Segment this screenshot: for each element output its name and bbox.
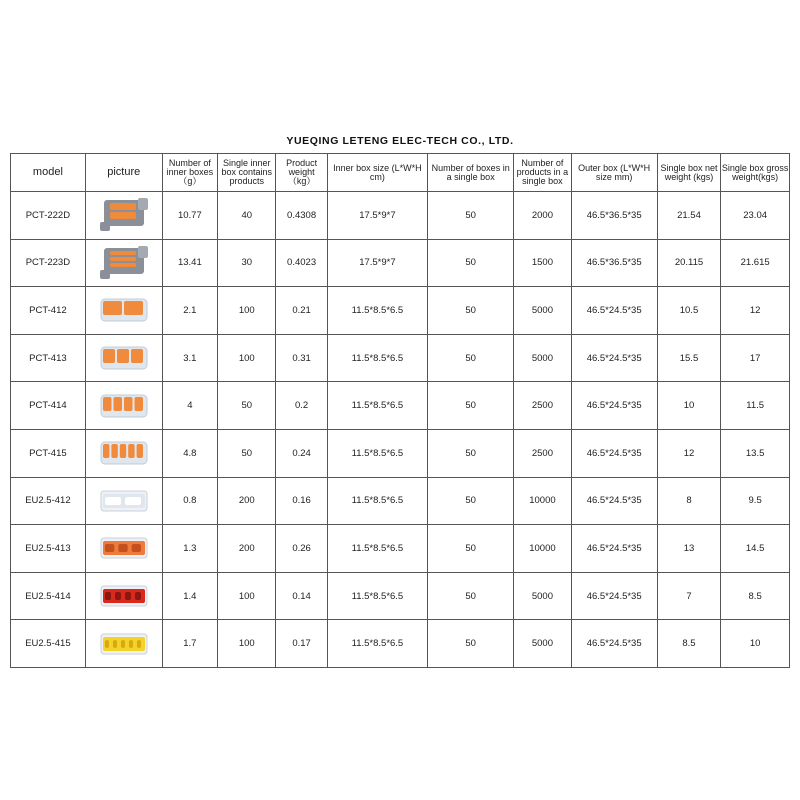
lever-connector-3-clear-icon — [96, 339, 152, 377]
lever-connector-3-gray-icon — [96, 244, 152, 282]
cell-weight: 0.2 — [276, 382, 327, 430]
cell-outer-size: 46.5*36.5*35 — [571, 192, 657, 240]
cell-net: 15.5 — [657, 334, 721, 382]
cell-boxes: 50 — [428, 525, 514, 573]
table-row — [11, 620, 790, 668]
cell-gross: 10 — [721, 620, 790, 668]
cell-inner-boxes: 4.8 — [162, 429, 217, 477]
product-picture-cell — [85, 525, 162, 573]
cell-per-inner: 40 — [218, 192, 276, 240]
cell-inner-size: 17.5*9*7 — [327, 192, 427, 240]
cell-inner-boxes: 1.4 — [162, 572, 217, 620]
cell-model: EU2.5-412 — [11, 477, 86, 525]
cell-model: EU2.5-415 — [11, 620, 86, 668]
cell-inner-size: 11.5*8.5*6.5 — [327, 429, 427, 477]
cell-inner-size: 11.5*8.5*6.5 — [327, 334, 427, 382]
cell-weight: 0.16 — [276, 477, 327, 525]
header-single-inner-box: Single inner box contains products — [218, 154, 276, 192]
cell-inner-boxes: 10.77 — [162, 192, 217, 240]
cell-weight: 0.4023 — [276, 239, 327, 287]
cell-boxes: 50 — [428, 477, 514, 525]
cell-weight: 0.17 — [276, 620, 327, 668]
table-row — [11, 429, 790, 477]
push-connector-3-orange-icon — [96, 529, 152, 567]
cell-outer-size: 46.5*24.5*35 — [571, 477, 657, 525]
cell-inner-boxes: 4 — [162, 382, 217, 430]
cell-gross: 23.04 — [721, 192, 790, 240]
cell-inner-size: 17.5*9*7 — [327, 239, 427, 287]
cell-boxes: 50 — [428, 382, 514, 430]
cell-outer-size: 46.5*24.5*35 — [571, 525, 657, 573]
cell-net: 7 — [657, 572, 721, 620]
cell-outer-size: 46.5*24.5*35 — [571, 287, 657, 335]
cell-inner-boxes: 3.1 — [162, 334, 217, 382]
cell-products: 1500 — [514, 239, 571, 287]
header-inner-boxes: Number of inner boxes（g） — [162, 154, 217, 192]
cell-per-inner: 100 — [218, 572, 276, 620]
push-connector-4-red-icon — [96, 577, 152, 615]
cell-outer-size: 46.5*24.5*35 — [571, 429, 657, 477]
product-picture-cell — [85, 429, 162, 477]
table-row — [11, 572, 790, 620]
cell-products: 5000 — [514, 334, 571, 382]
cell-inner-boxes: 2.1 — [162, 287, 217, 335]
header-boxes-per-box: Number of boxes in a single box — [428, 154, 514, 192]
header-net-weight: Single box net weight (kgs) — [657, 154, 721, 192]
cell-outer-size: 46.5*36.5*35 — [571, 239, 657, 287]
cell-model: PCT-412 — [11, 287, 86, 335]
table-row — [11, 192, 790, 240]
product-picture-cell — [85, 382, 162, 430]
cell-boxes: 50 — [428, 620, 514, 668]
push-connector-5-yellow-icon — [96, 625, 152, 663]
cell-outer-size: 46.5*24.5*35 — [571, 572, 657, 620]
table-row — [11, 525, 790, 573]
cell-per-inner: 100 — [218, 287, 276, 335]
cell-inner-size: 11.5*8.5*6.5 — [327, 287, 427, 335]
cell-gross: 17 — [721, 334, 790, 382]
cell-outer-size: 46.5*24.5*35 — [571, 620, 657, 668]
cell-gross: 13.5 — [721, 429, 790, 477]
company-title: YUEQING LETENG ELEC-TECH CO., LTD. — [286, 135, 514, 147]
product-picture-cell — [85, 287, 162, 335]
cell-boxes: 50 — [428, 334, 514, 382]
table-row — [11, 334, 790, 382]
product-picture-cell — [85, 334, 162, 382]
cell-inner-size: 11.5*8.5*6.5 — [327, 477, 427, 525]
cell-inner-boxes: 1.3 — [162, 525, 217, 573]
cell-net: 8 — [657, 477, 721, 525]
cell-net: 21.54 — [657, 192, 721, 240]
cell-weight: 0.26 — [276, 525, 327, 573]
cell-inner-boxes: 13.41 — [162, 239, 217, 287]
cell-model: PCT-415 — [11, 429, 86, 477]
cell-per-inner: 100 — [218, 620, 276, 668]
header-model: model — [11, 154, 86, 192]
product-picture-cell — [85, 192, 162, 240]
cell-per-inner: 50 — [218, 429, 276, 477]
cell-gross: 12 — [721, 287, 790, 335]
product-picture-cell — [85, 572, 162, 620]
cell-products: 2500 — [514, 382, 571, 430]
header-gross-weight: Single box gross weight(kgs) — [721, 154, 790, 192]
cell-products: 5000 — [514, 572, 571, 620]
cell-per-inner: 50 — [218, 382, 276, 430]
cell-inner-boxes: 1.7 — [162, 620, 217, 668]
cell-products: 2500 — [514, 429, 571, 477]
lever-connector-2-clear-icon — [96, 291, 152, 329]
product-picture-cell — [85, 620, 162, 668]
product-picture-cell — [85, 477, 162, 525]
header-picture: picture — [85, 154, 162, 192]
header-outer-box: Outer box (L*W*H size mm) — [571, 154, 657, 192]
cell-weight: 0.4308 — [276, 192, 327, 240]
cell-model: EU2.5-414 — [11, 572, 86, 620]
header-inner-box-size: Inner box size (L*W*H cm) — [327, 154, 427, 192]
lever-connector-4-clear-icon — [96, 387, 152, 425]
cell-inner-size: 11.5*8.5*6.5 — [327, 572, 427, 620]
cell-gross: 21.615 — [721, 239, 790, 287]
header-products-per-box: Number of products in a single box — [514, 154, 571, 192]
cell-net: 13 — [657, 525, 721, 573]
lever-connector-2-gray-icon — [96, 196, 152, 234]
cell-boxes: 50 — [428, 192, 514, 240]
cell-gross: 8.5 — [721, 572, 790, 620]
cell-model: PCT-222D — [11, 192, 86, 240]
cell-net: 10.5 — [657, 287, 721, 335]
cell-gross: 14.5 — [721, 525, 790, 573]
cell-products: 10000 — [514, 477, 571, 525]
cell-model: PCT-413 — [11, 334, 86, 382]
cell-products: 5000 — [514, 287, 571, 335]
cell-net: 12 — [657, 429, 721, 477]
product-picture-cell — [85, 239, 162, 287]
cell-weight: 0.21 — [276, 287, 327, 335]
cell-boxes: 50 — [428, 572, 514, 620]
header-row — [11, 154, 790, 192]
cell-per-inner: 100 — [218, 334, 276, 382]
table-row — [11, 477, 790, 525]
cell-weight: 0.24 — [276, 429, 327, 477]
cell-model: PCT-414 — [11, 382, 86, 430]
cell-boxes: 50 — [428, 429, 514, 477]
cell-products: 2000 — [514, 192, 571, 240]
cell-products: 5000 — [514, 620, 571, 668]
lever-connector-5-clear-icon — [96, 434, 152, 472]
cell-per-inner: 200 — [218, 477, 276, 525]
cell-inner-size: 11.5*8.5*6.5 — [327, 525, 427, 573]
packing-spec-table — [10, 153, 790, 668]
cell-outer-size: 46.5*24.5*35 — [571, 382, 657, 430]
cell-weight: 0.14 — [276, 572, 327, 620]
cell-model: EU2.5-413 — [11, 525, 86, 573]
cell-model: PCT-223D — [11, 239, 86, 287]
table-row — [11, 239, 790, 287]
cell-gross: 9.5 — [721, 477, 790, 525]
table-row — [11, 287, 790, 335]
cell-weight: 0.31 — [276, 334, 327, 382]
cell-gross: 11.5 — [721, 382, 790, 430]
cell-products: 10000 — [514, 525, 571, 573]
cell-net: 20.115 — [657, 239, 721, 287]
header-product-weight: Product weight （kg） — [276, 154, 327, 192]
cell-inner-size: 11.5*8.5*6.5 — [327, 620, 427, 668]
cell-per-inner: 30 — [218, 239, 276, 287]
cell-net: 8.5 — [657, 620, 721, 668]
cell-boxes: 50 — [428, 239, 514, 287]
cell-outer-size: 46.5*24.5*35 — [571, 334, 657, 382]
cell-inner-boxes: 0.8 — [162, 477, 217, 525]
table-row — [11, 382, 790, 430]
cell-boxes: 50 — [428, 287, 514, 335]
push-connector-2-white-icon — [96, 482, 152, 520]
cell-per-inner: 200 — [218, 525, 276, 573]
cell-net: 10 — [657, 382, 721, 430]
cell-inner-size: 11.5*8.5*6.5 — [327, 382, 427, 430]
